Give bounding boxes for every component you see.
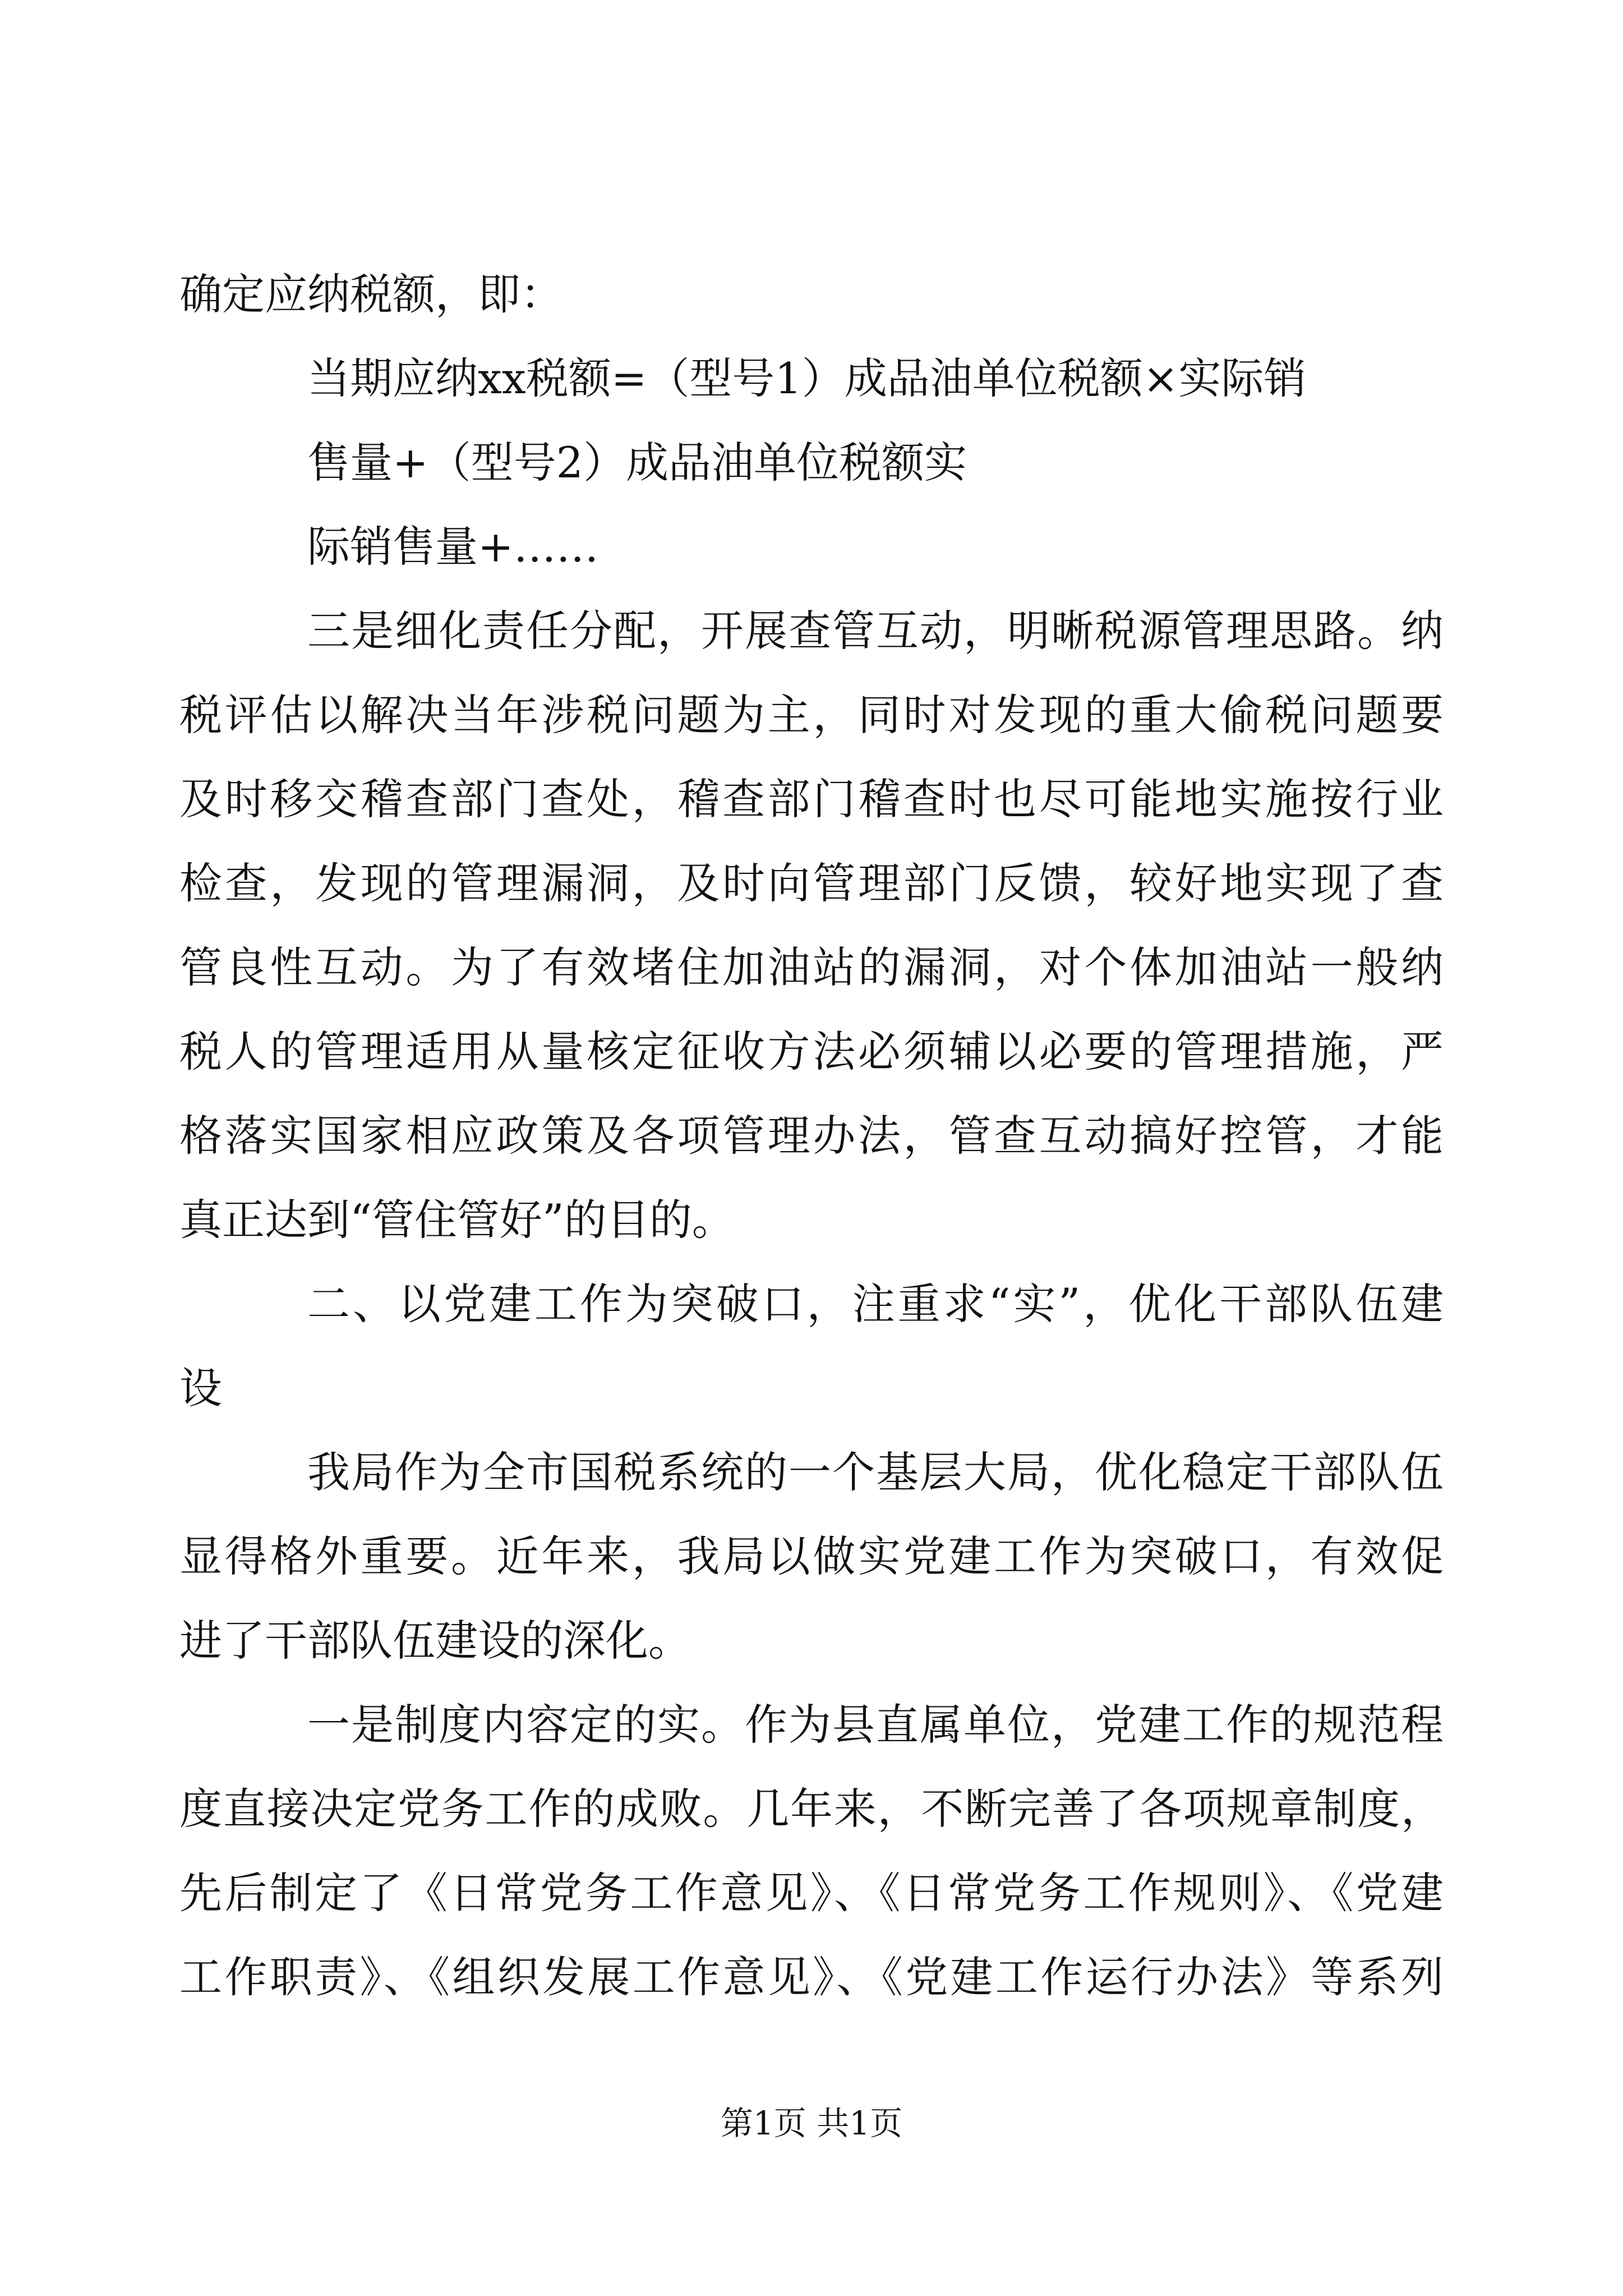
- paragraph-line: 税评估以解决当年涉税问题为主，同时对发现的重大偷税问题要: [179, 690, 1444, 740]
- paragraph-line: 三是细化责任分配，开展查管互动，明晰税源管理思路。纳: [307, 606, 1444, 656]
- formula-line: 售量+（型号2）成品油单位税额实: [307, 438, 967, 487]
- section-heading-line: 设: [179, 1363, 222, 1413]
- paragraph-line: 一是制度内容定的实。作为县直属单位，党建工作的规范程: [307, 1700, 1444, 1750]
- section-heading-line: 二、以党建工作为突破口，注重求“实”，优化干部队伍建: [307, 1279, 1444, 1329]
- paragraph-line: 检查，发现的管理漏洞，及时向管理部门反馈，较好地实现了查: [179, 858, 1444, 908]
- paragraph-line: 先后制定了《日常党务工作意见》、《日常党务工作规则》、《党建: [179, 1868, 1444, 1918]
- paragraph-line: 工作职责》、《组织发展工作意见》、《党建工作运行办法》等系列: [179, 1952, 1444, 2002]
- paragraph-line: 管良性互动。为了有效堵住加油站的漏洞，对个体加油站一般纳: [179, 942, 1444, 992]
- paragraph-line: 我局作为全市国税系统的一个基层大局，优化稳定干部队伍: [307, 1447, 1444, 1497]
- formula-line: 当期应纳xx税额=（型号1）成品油单位税额×实际销: [307, 353, 1307, 403]
- paragraph-line: 格落实国家相应政策及各项管理办法，管查互动搞好控管，才能: [179, 1111, 1444, 1161]
- paragraph-line: 进了干部队伍建设的深化。: [179, 1616, 691, 1665]
- paragraph-line: 显得格外重要。近年来，我局以做实党建工作为突破口，有效促: [179, 1531, 1444, 1581]
- paragraph-line: 及时移交稽查部门查处，稽查部门稽查时也尽可能地实施按行业: [179, 774, 1444, 824]
- text-line: 确定应纳税额，即：: [179, 269, 563, 319]
- page-footer: 第1页 共1页: [720, 2104, 903, 2142]
- paragraph-line: 真正达到“管住管好”的目的。: [179, 1195, 735, 1245]
- paragraph-line: 税人的管理适用从量核定征收方法必须辅以必要的管理措施，严: [179, 1027, 1444, 1076]
- paragraph-line: 度直接决定党务工作的成败。几年来，不断完善了各项规章制度，: [179, 1784, 1444, 1834]
- formula-line: 际销售量+……: [307, 522, 599, 572]
